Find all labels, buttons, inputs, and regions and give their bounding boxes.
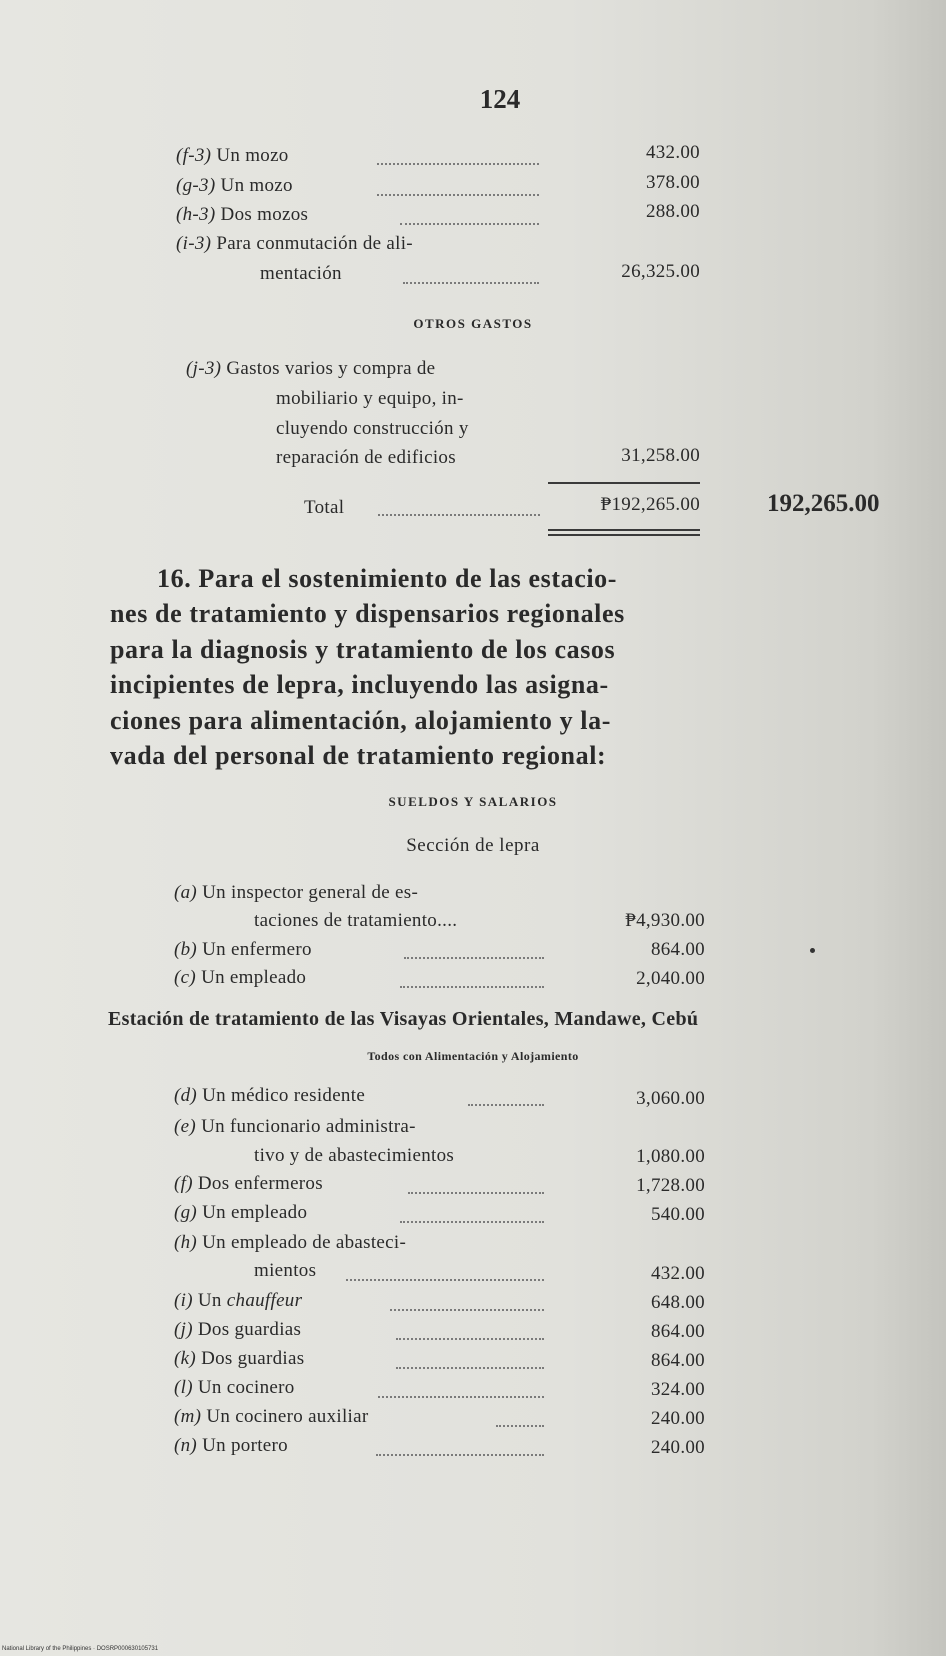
paragraph-line: vada del personal de tratamiento regional: [110, 741, 607, 770]
entry-amount: 432.00 [645, 142, 700, 163]
entry-g3 [176, 175, 293, 197]
double-rule-top [548, 529, 700, 531]
entry-g [174, 1202, 307, 1224]
entry-label: (j-3) [186, 358, 222, 379]
entry-f [174, 1173, 323, 1195]
entry-amount: 240.00 [650, 1408, 705, 1429]
entry-amount: 288.00 [645, 201, 700, 222]
entry-amount: 324.00 [650, 1379, 705, 1400]
side-total-amount: 192,265.00 [767, 490, 880, 517]
entry-text: Un [197, 1290, 227, 1311]
entry-text-continuation: taciones de tratamiento.... [254, 910, 458, 931]
entry-amount: 864.00 [650, 939, 705, 960]
entry-label: (n) [174, 1435, 198, 1456]
entry-label: (i) [174, 1290, 193, 1311]
paragraph-line: ciones para alimentación, alojamiento y la- [110, 706, 611, 735]
entry-text: Para conmutación de ali- [216, 233, 413, 254]
entry-text: Un médico residente [202, 1085, 366, 1106]
section-heading-sueldos: SUELDOS Y SALARIOS [388, 794, 558, 809]
stray-mark [810, 948, 815, 953]
entry-e [174, 1116, 416, 1138]
entry-text-continuation: mobiliario y equipo, in- [276, 388, 464, 409]
sum-rule [548, 482, 700, 484]
scan-footer-id: National Library of the Philippines · DOSRP000630105731 [2, 1646, 159, 1652]
entry-b [174, 939, 312, 961]
entry-text: Un cocinero [197, 1377, 295, 1398]
entry-amount: 31,258.00 [621, 445, 700, 466]
entry-label: (f-3) [176, 145, 212, 166]
paragraph-line: incipientes de lepra, incluyendo las asigna- [110, 670, 609, 699]
entry-text: Un funcionario administra- [201, 1116, 416, 1137]
entry-a [174, 882, 418, 904]
entry-label: (b) [174, 939, 198, 960]
entry-label: (j) [174, 1319, 193, 1340]
entry-j3 [186, 358, 435, 380]
entry-text-continuation: mentación [260, 263, 342, 284]
entry-text-italic: chauffeur [226, 1290, 303, 1311]
entry-amount: 432.00 [650, 1263, 705, 1284]
entry-i3 [176, 233, 413, 255]
entry-c [174, 967, 306, 989]
entry-label: (h-3) [176, 204, 216, 225]
entry-label: (f) [174, 1173, 193, 1194]
entry-amount: ₱4,930.00 [625, 910, 705, 931]
entry-text-continuation: mientos [254, 1260, 317, 1281]
entry-amount: 864.00 [650, 1321, 705, 1342]
entry-d [174, 1085, 365, 1107]
entry-f3 [176, 145, 289, 167]
entry-amount: 1,728.00 [636, 1175, 705, 1196]
entry-label: (m) [174, 1406, 202, 1427]
entry-text-continuation: tivo y de abastecimientos [254, 1145, 455, 1166]
entry-text: Un enfermero [202, 939, 312, 960]
entry-text: Dos mozos [220, 204, 309, 225]
paragraph-line: nes de tratamiento y dispensarios regionales [110, 599, 625, 628]
entry-text: Gastos varios y compra de [226, 358, 436, 379]
entry-label: (i-3) [176, 233, 212, 254]
entry-text: Un cocinero auxiliar [206, 1406, 369, 1427]
entry-text: Un empleado de abasteci- [202, 1232, 407, 1253]
entry-h [174, 1232, 406, 1254]
paragraph-line: para la diagnosis y tratamiento de los casos [110, 635, 616, 664]
entry-text-continuation: cluyendo construcción y [276, 418, 469, 439]
entry-amount: 378.00 [645, 172, 700, 193]
entry-h3 [176, 204, 308, 226]
entry-n [174, 1435, 288, 1457]
entry-l [174, 1377, 295, 1399]
entry-amount: 240.00 [650, 1437, 705, 1458]
entry-amount: 648.00 [650, 1292, 705, 1313]
entry-k [174, 1348, 304, 1370]
dot-leader [400, 223, 539, 225]
entry-label: (g) [174, 1202, 198, 1223]
entry-label: (l) [174, 1377, 193, 1398]
entry-text: Dos guardias [197, 1319, 302, 1340]
entry-i [174, 1290, 302, 1312]
paragraph-line: 16. Para el sostenimiento de las estacio- [157, 564, 618, 593]
entry-label: (k) [174, 1348, 196, 1369]
station-subheading: Todos con Alimentación y Alojamiento [367, 1049, 579, 1063]
entry-text: Un mozo [216, 145, 289, 166]
entry-label: (g-3) [176, 175, 216, 196]
entry-amount: 26,325.00 [621, 261, 700, 282]
entry-amount: 540.00 [650, 1204, 705, 1225]
station-heading: Estación de tratamiento de las Visayas Orientales, Mandawe, Cebú [108, 1008, 699, 1030]
total-amount: ₱192,265.00 [600, 494, 700, 515]
entry-j [174, 1319, 301, 1341]
entry-text: Un empleado [202, 1202, 308, 1223]
entry-text: Un portero [202, 1435, 288, 1456]
entry-text-continuation: reparación de edificios [276, 447, 456, 468]
total-label: Total [304, 497, 345, 518]
entry-amount: 864.00 [650, 1350, 705, 1371]
entry-text: Un inspector general de es- [202, 882, 419, 903]
entry-text: Un empleado [201, 967, 307, 988]
entry-label: (h) [174, 1232, 198, 1253]
subheading-seccion-lepra: Sección de lepra [406, 835, 540, 856]
page-number: 124 [479, 84, 521, 114]
entry-text: Un mozo [220, 175, 293, 196]
entry-text: Dos guardias [201, 1348, 305, 1369]
entry-amount: 2,040.00 [636, 968, 705, 989]
entry-label: (a) [174, 882, 198, 903]
dot-leader [377, 194, 539, 196]
entry-text: Dos enfermeros [197, 1173, 323, 1194]
entry-m [174, 1406, 369, 1428]
double-rule-bottom [548, 534, 700, 536]
entry-label: (d) [174, 1085, 198, 1106]
entry-amount: 3,060.00 [636, 1088, 705, 1109]
entry-label: (e) [174, 1116, 196, 1137]
section-heading-otros-gastos: OTROS GASTOS [413, 316, 533, 331]
entry-label: (c) [174, 967, 196, 988]
entry-amount: 1,080.00 [636, 1146, 705, 1167]
